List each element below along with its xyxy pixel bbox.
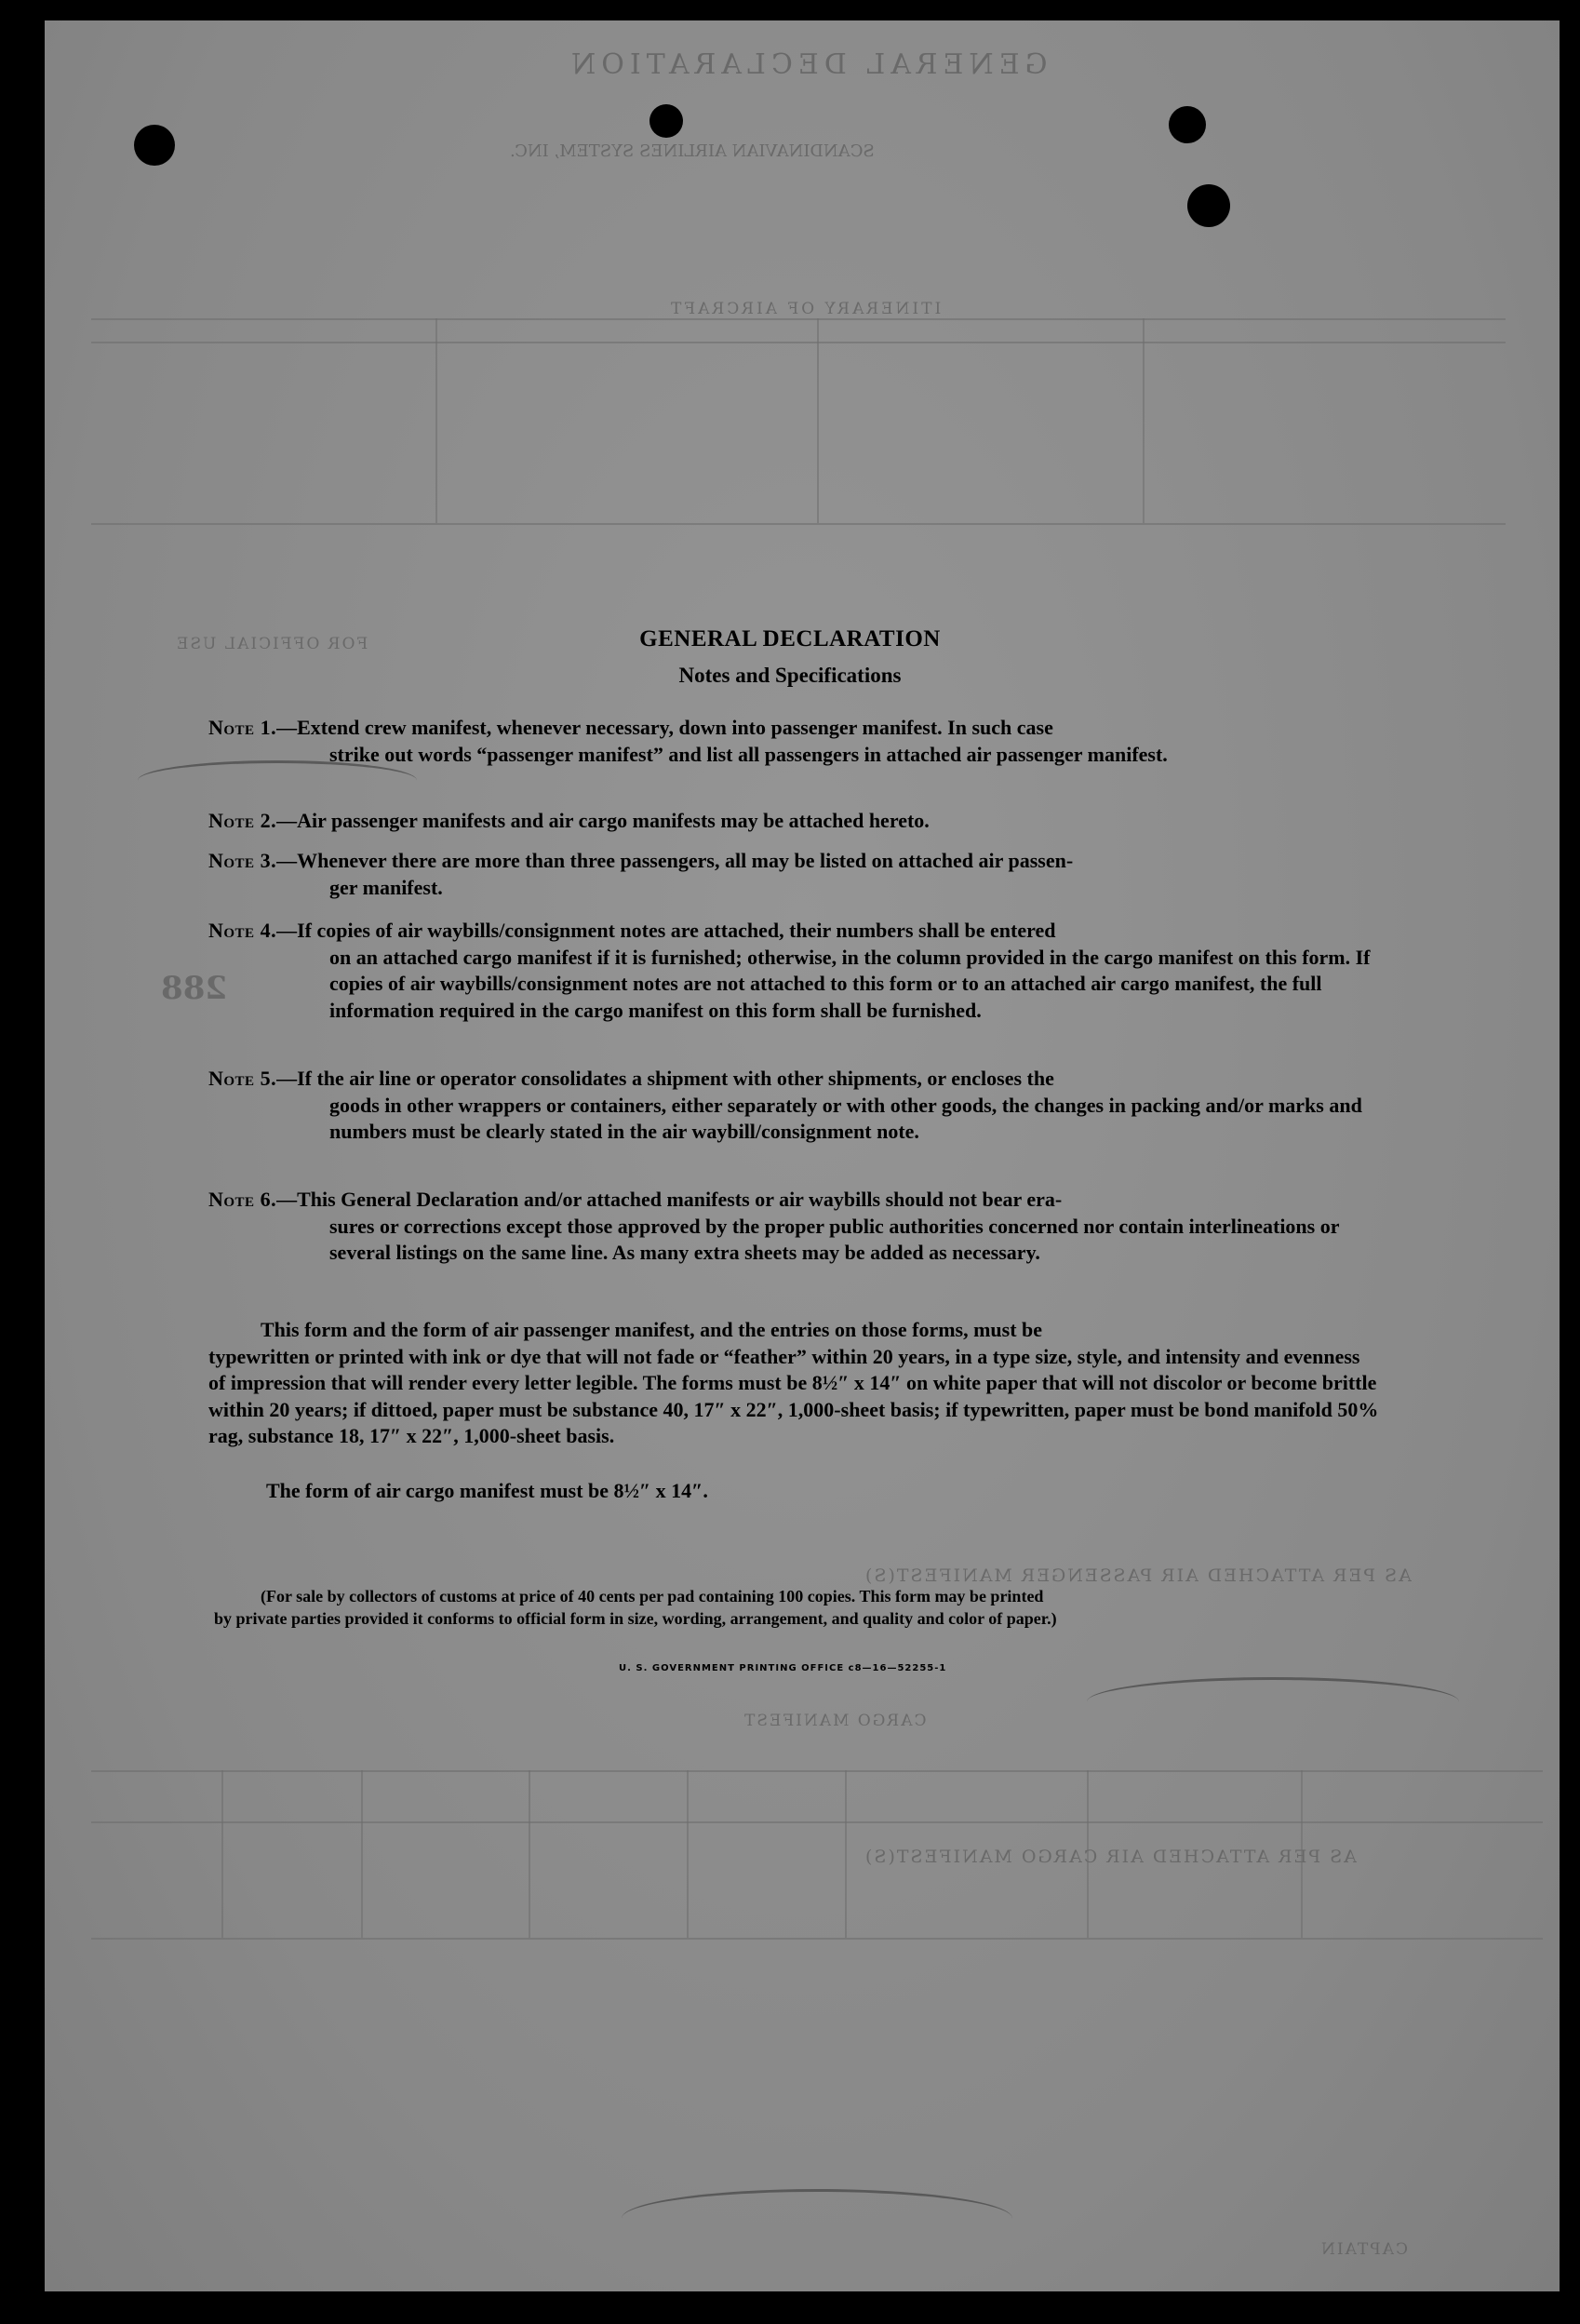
- show-through-itinerary: ITINERARY OF AIRCRAFT: [668, 300, 942, 318]
- show-through-rule: [221, 1770, 223, 1938]
- show-through-airline: SCANDINAVIAN AIRLINES SYSTEM, INC.: [510, 141, 875, 161]
- show-through-rule: [361, 1770, 363, 1938]
- show-through-captain: CAPTAIN: [1319, 2240, 1408, 2259]
- paragraph-body: typewritten or printed with ink or dye that will not fade or “feather” within 20 years, in a type size, style, and intensity and evenness of impression that will render every letter legible. The forms must be 8½″ x 14″ on white paper that will not discolor or become brittle within 20 years; if dittoed, paper must be substance 40, 17″ x 22″, 1,000-sheet basis; if typewritten, paper must be bond manifold 50% rag, substance 18, 17″ x 22″, 1,000-sheet basis.: [208, 1344, 1379, 1447]
- page-subtitle: Notes and Specifications: [678, 664, 902, 687]
- show-through-cargo-manifest-title: CARGO MANIFEST: [743, 1712, 927, 1730]
- sale-notice-line-2: by private parties provided it conforms to official form in size, wording, arrangement, and quality and color of paper.): [214, 1609, 1057, 1628]
- show-through-rule: [817, 318, 819, 523]
- note-6: [208, 1187, 1381, 1267]
- note-text-continued: on an attached cargo manifest if it is furnished; otherwise, in the column provided in the cargo manifest on this form. If copies of air waybills/consignment notes are not attached to this form or to an attached air cargo manifest, the full information required in the cargo manifest on this form shall be furnished.: [329, 945, 1371, 1022]
- show-through-rule: [529, 1770, 530, 1938]
- note-1: [208, 715, 1381, 768]
- note-label: Note 6.: [208, 1188, 277, 1211]
- handwriting-mark: [622, 2189, 1012, 2248]
- form-specification-paragraph: [208, 1317, 1381, 1450]
- paragraph-first-line: This form and the form of air passenger manifest, and the entries on those forms, must be: [261, 1318, 1043, 1341]
- show-through-rule: [91, 523, 1506, 525]
- note-2: [208, 808, 1381, 835]
- show-through-rule: [91, 1770, 1543, 1772]
- note-text: —This General Declaration and/or attached manifests or air waybills should not bear era-: [276, 1188, 1063, 1211]
- note-4: [208, 918, 1381, 1024]
- show-through-rule: [91, 342, 1506, 343]
- punch-hole: [134, 125, 175, 166]
- note-label: Note 2.: [208, 809, 277, 832]
- show-through-rule: [1087, 1770, 1089, 1938]
- note-text-continued: sures or corrections except those approved by the proper public authorities concerned nor contain interlineations or several listings on the same line. As many extra sheets may be added as necessary.: [329, 1214, 1340, 1264]
- punch-hole: [1169, 106, 1206, 143]
- note-text: —If the air line or operator consolidates a shipment with other shipments, or encloses the: [276, 1067, 1054, 1090]
- note-text: —Whenever there are more than three passengers, all may be listed on attached air passen-: [276, 849, 1074, 872]
- cargo-manifest-size-note: The form of air cargo manifest must be 8½″ x 14″.: [266, 1479, 708, 1502]
- sale-notice-line-1: (For sale by collectors of customs at price of 40 cents per pad containing 100 copies. This form may be printed: [261, 1587, 1044, 1605]
- printing-office-imprint: U. S. GOVERNMENT PRINTING OFFICE c8—16—52255-1: [619, 1663, 947, 1673]
- note-label: Note 4.: [208, 919, 277, 942]
- punch-hole: [649, 104, 683, 138]
- show-through-passenger-manifest: AS PER ATTACHED AIR PASSENGER MANIFEST(S): [864, 1565, 1412, 1586]
- note-3: [208, 848, 1381, 901]
- show-through-rule: [91, 1938, 1543, 1940]
- show-through-rule: [687, 1770, 689, 1938]
- note-text: —Extend crew manifest, whenever necessary, down into passenger manifest. In such case: [276, 716, 1053, 739]
- punch-hole: [1187, 184, 1230, 227]
- page-title: GENERAL DECLARATION: [639, 626, 941, 652]
- show-through-rule: [435, 318, 437, 523]
- show-through-rule: [91, 1821, 1543, 1823]
- show-through-official-use: FOR OFFICIAL USE: [175, 635, 368, 653]
- note-text: —If copies of air waybills/consignment notes are attached, their numbers shall be entered: [276, 919, 1056, 942]
- handwriting-mark: [1087, 1677, 1459, 1726]
- note-label: Note 1.: [208, 716, 277, 739]
- show-through-rule: [91, 318, 1506, 320]
- document-sheet: [45, 20, 1560, 2291]
- note-label: Note 3.: [208, 849, 277, 872]
- show-through-rule: [845, 1770, 847, 1938]
- show-through-rule: [1143, 318, 1145, 523]
- show-through-cargo-manifest-attached: AS PER ATTACHED AIR CARGO MANIFEST(S): [864, 1847, 1357, 1867]
- note-text-continued: strike out words “passenger manifest” and list all passengers in attached air passenger manifest.: [329, 742, 1168, 766]
- note-label: Note 5.: [208, 1067, 277, 1090]
- note-5: [208, 1066, 1381, 1146]
- show-through-rule: [1301, 1770, 1303, 1938]
- sale-notice: [214, 1585, 1386, 1630]
- show-through-stamp-number: 288: [161, 970, 227, 1007]
- show-through-title: GENERAL DECLARATION: [566, 48, 1048, 81]
- note-text: —Air passenger manifests and air cargo manifests may be attached hereto.: [276, 809, 930, 832]
- note-text-continued: ger manifest.: [329, 875, 443, 899]
- note-text-continued: goods in other wrappers or containers, either separately or with other goods, the changes in packing and/or marks and numbers must be clearly stated in the air waybill/consignment note.: [329, 1093, 1362, 1143]
